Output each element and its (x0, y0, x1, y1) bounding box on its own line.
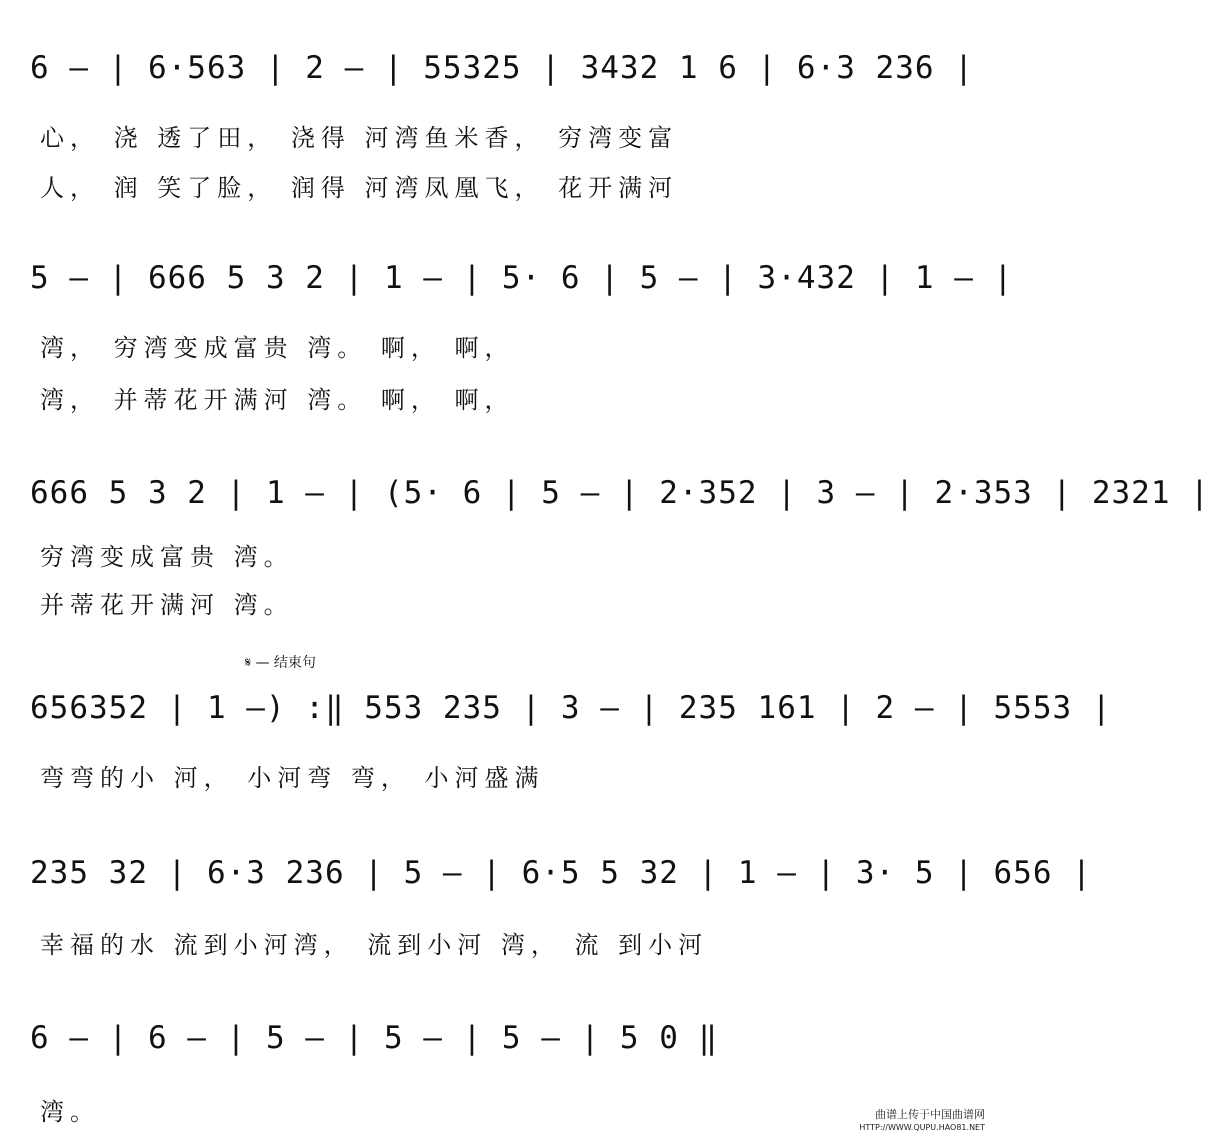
notes-line: 235 32 | 6·3 236 | 5 — | 6·5 5 32 | 1 — | 3· 5 | 656 | (30, 855, 1092, 891)
notes-line: 5 — | 666 5 3 2 | 1 — | 5· 6 | 5 — | 3·432 | 1 — | (30, 260, 1014, 296)
notes-line: 666 5 3 2 | 1 — | (5· 6 | 5 — | 2·352 | 3 — | 2·353 | 2321 | (30, 475, 1210, 511)
lyric-verse-2: 并蒂花开满河 湾。 (40, 591, 294, 619)
lyric-verse-2: 湾， 并蒂花开满河 湾。 啊， 啊， (40, 386, 515, 414)
lyric-verse-1: 湾。 (40, 1098, 100, 1126)
lyric-verse-1: 幸福的水 流到小河湾， 流到小河 湾， 流 到小河 (40, 931, 709, 959)
lyric-verse-1: 心， 浇 透了田， 浇得 河湾鱼米香， 穷湾变富 (40, 124, 679, 152)
lyric-verse-1: 弯弯的小 河， 小河弯 弯， 小河盛满 (40, 764, 545, 792)
lyric-verse-2: 人， 润 笑了脸， 润得 河湾凤凰飞， 花开满河 (40, 174, 679, 202)
notes-line: 6 — | 6·563 | 2 — | 55325 | 3432 1 6 | 6·3 236 | (30, 50, 974, 86)
watermark-line-1: 曲谱上传于中国曲谱网 (875, 1108, 985, 1121)
lyric-verse-1: 穷湾变成富贵 湾。 (40, 543, 294, 571)
watermark-line-2: HTTP://WWW.QUPU.HAO81.NET (859, 1123, 985, 1132)
notes-line: 656352 | 1 —) :‖ 553 235 | 3 — | 235 161 | 2 — | 5553 | (30, 690, 1112, 726)
segno-ending-marker: 𝄋 — 结束句 (245, 655, 316, 671)
site-watermark (859, 1108, 985, 1134)
notes-line: 6 — | 6 — | 5 — | 5 — | 5 — | 5 0 ‖ (30, 1020, 719, 1056)
lyric-verse-1: 湾， 穷湾变成富贵 湾。 啊， 啊， (40, 334, 515, 362)
